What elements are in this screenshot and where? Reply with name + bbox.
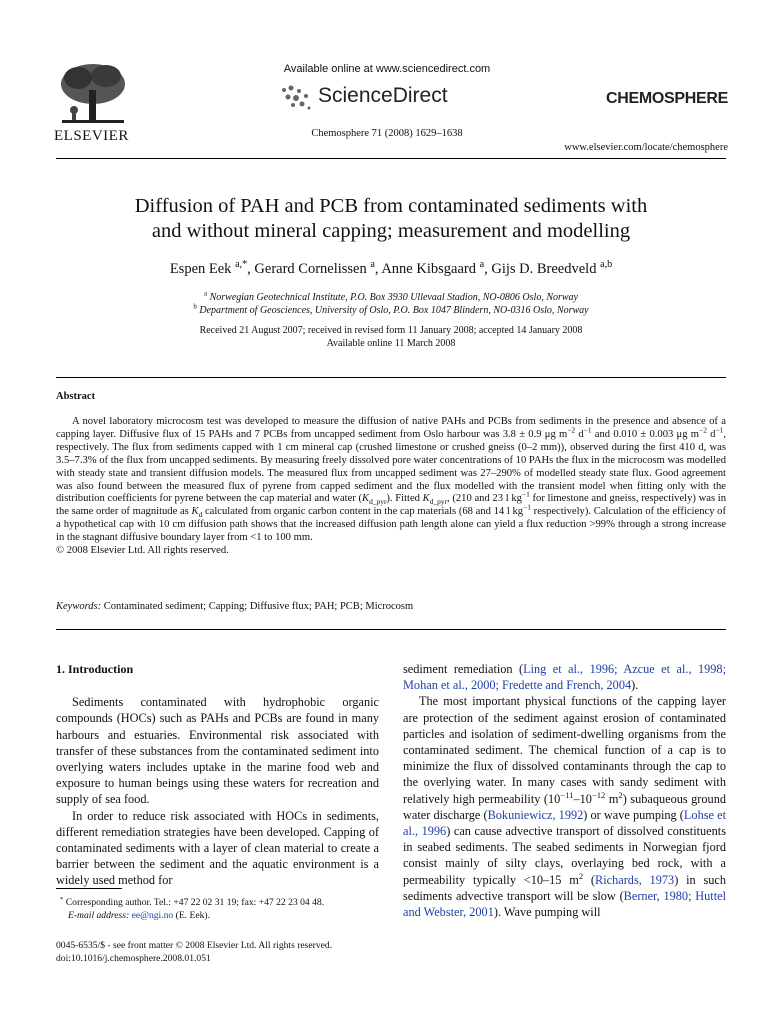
issn-line: 0045-6535/$ - see front matter © 2008 Elsevier Ltd. All rights reserved. [56, 940, 333, 951]
doi-line[interactable]: doi:10.1016/j.chemosphere.2008.01.051 [56, 952, 211, 964]
sciencedirect-dots-icon [280, 84, 314, 112]
corresponding-footnote [56, 897, 379, 922]
front-matter-footer [56, 940, 396, 965]
available-online-text: Available online at www.sciencedirect.com [283, 63, 491, 75]
online-date: Available online 11 March 2008 [326, 338, 456, 349]
abstract-top-divider [56, 377, 726, 378]
journal-citation: Chemosphere 71 (2008) 1629–1638 [311, 128, 463, 139]
title-line-2: and without mineral capping; measurement and modelling [151, 220, 631, 242]
abstract-bottom-divider [56, 629, 726, 630]
author-4[interactable]: Gijs D. Breedveld $^{a,b}$ [491, 259, 613, 277]
footnote-contact: Corresponding author. Tel.: +47 22 02 31 19; fax: +47 22 23 04 48. [65, 897, 325, 908]
author-list: Espen Eek $^{a,*}$, Gerard Cornelissen $^a$, Anne Kibsgaard $^a$, Gijs D. Breedveld $^{a,b}$ [169, 259, 613, 277]
intro-paragraph-2: In order to reduce risk associated with HOCs in sediments, different remediation strategies have been developed. Capping of contaminated sediments with a layer of clean material to create a barrier between the sediment and the aquatic environment is a widely used method for [56, 808, 379, 888]
elsevier-logo [56, 60, 130, 148]
right-paragraph-2: The most important physical functions of the capping layer are protection of the sediment against erosion of contaminated particles and isolation of sediment-dwelling organisms from the contaminated sediment. The chemical function of a cap is to minimize the flux of dissolved contaminants through the cap to the overlying water. In many cases with sandy sediment with relatively high permeability ($10^{-11}-10^{-12}$ $m^2$) subaqueous ground water discharge (Bokuniewicz, 1992) or wave pumping (Lohse et al., 1996) can cause advective transport of dissolved constituents in seabed sediments. The seabed sediments in Norwegian fjord consist mainly of silty clays, overlaying bed rock, with a permeability typically <10–15 $m^2$ (Richards, 1973) in such sediments advective transport will be slow (Berner, 1980; Huttel and Webster, 2001). Wave pumping will [403, 694, 726, 920]
email-suffix: (E. Eek). [175, 909, 210, 921]
affiliation-a: $^a$ Norwegian Geotechnical Institute, P.O. Box 3930 Ullevaal Stadion, NO-0806 Oslo, Norway [203, 289, 578, 303]
author-2[interactable]: Gerard Cornelissen $^a$ [254, 259, 375, 277]
journal-logo: CHEMOSPHERE [605, 90, 728, 107]
sciencedirect-logo[interactable] [280, 82, 480, 112]
keywords [56, 601, 726, 612]
left-column [56, 661, 379, 889]
publisher-name: ELSEVIER [54, 128, 129, 144]
abstract-body: A novel laboratory microcosm test was developed to measure the diffusion of native PAHs and PCBs from sediments in the presence and absence of a capping layer. Diffusive flux of 15 PAHs and 7 PCBs from uncapped sediment from Oslo harbour was 3.8 ± 0.9 μg $m^{-2}$ $d^{-1}$ and 0.010 ± 0.003 μg $m^{-2}$ $d^{-1}$, respectively. The flux from sediments capped with 1 cm mineral cap (crushed limestone or crushed gneiss (0–2 mm)), observed during the first 410 d, was 3.5–7.3% of the flux from uncapped sediments. By measuring freely dissolved pore water concentrations of 10 PAHs the flux in the microcosm was modelled with steady state and transient diffusion models. The measured flux from uncapped sediment was 27–290% of modelled steady state flux. Good agreement was also found between the measured flux of pyrene from capped sediment and the flux modelled with the transient model when fitting only with the distribution coefficients for pyrene between the cap material and water $(K_{d\_pyr})$. Fitted $K_{d\_pyr}$, (210 and 23 l $kg^{-1}$ for limestone and gneiss, respectively) was in the same order of magnitude as $K_d$ calculated from organic carbon content in the cap materials (68 and 14 l $kg^{-1}$ respectively). Calculation of the efficiency of a hypothetical cap with 10 cm diffusion path shows that the increased diffusion path length alone can yield a flux reduction >99% through a strong increase in the stagnant diffusive boundary layer from <1 to 100 mm. © 2008 Elsevier Ltd. All rights reserved. [56, 416, 727, 557]
footnote-marker: * [60, 895, 64, 903]
author-3[interactable]: Anne Kibsgaard $^a$ [381, 259, 485, 277]
sciencedirect-wordmark: ScienceDirect [318, 84, 448, 107]
title-line-1: Diffusion of PAH and PCB from contaminated sediments with [134, 195, 648, 217]
author-1[interactable]: Espen Eek $^{a,*}$ [169, 259, 248, 277]
introduction-heading: 1. Introduction [56, 662, 134, 676]
abstract-heading: Abstract [56, 391, 96, 402]
keywords-label: Keywords: [56, 601, 102, 612]
intro-paragraph-1: Sediments contaminated with hydrophobic organic compounds (HOCs) such as PAHs and PCBs are found in many harbours and estuaries. Environmental risk associated with transfer of these substances from the contaminated sediment into overlying waters includes uptake in the marine food web and exposure to human beings using these waters for recreation and supply of sea food. [56, 695, 379, 807]
right-column [403, 661, 726, 920]
footnote-divider [56, 888, 122, 889]
elsevier-tree-icon [56, 60, 130, 130]
header-divider [56, 158, 726, 159]
article-history [56, 324, 726, 350]
journal-url[interactable]: www.elsevier.com/locate/chemosphere [564, 142, 728, 153]
affiliation-b: $^b$ Department of Geosciences, University of Oslo, P.O. Box 1047 Blindern, NO-0316 Oslo, Norway [193, 302, 589, 316]
article-title [56, 194, 726, 244]
email-link[interactable]: ee@ngi.no [131, 909, 174, 921]
email-label: E-mail address: [68, 909, 130, 921]
keywords-list: Contaminated sediment; Capping; Diffusive flux; PAH; PCB; Microcosm [103, 601, 414, 612]
affiliations [56, 291, 726, 317]
right-paragraph-continued: sediment remediation (Ling et al., 1996; Azcue et al., 1998; Mohan et al., 2000; Fredette and French, 2004). [403, 662, 726, 693]
received-dates: Received 21 August 2007; received in revised form 11 January 2008; accepted 14 January 2008 [199, 325, 583, 336]
